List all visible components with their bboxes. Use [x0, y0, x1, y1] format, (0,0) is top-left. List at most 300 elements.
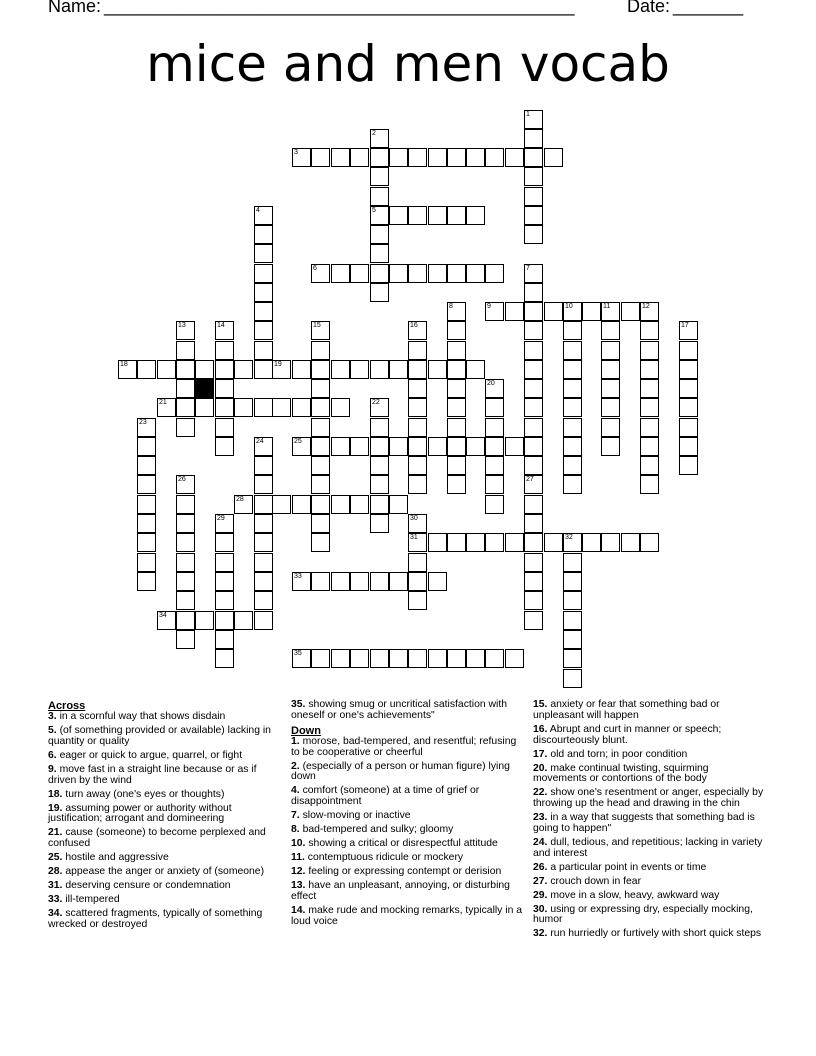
grid-cell[interactable] — [563, 572, 582, 591]
grid-cell[interactable] — [350, 649, 369, 668]
grid-cell[interactable] — [524, 148, 543, 167]
grid-cell[interactable] — [640, 341, 659, 360]
grid-cell[interactable] — [621, 533, 640, 552]
grid-cell[interactable] — [331, 495, 350, 514]
grid-cell[interactable] — [389, 148, 408, 167]
down-clue — [533, 905, 765, 927]
grid-cell[interactable] — [176, 514, 195, 533]
grid-cell[interactable] — [408, 533, 427, 552]
grid-cell[interactable] — [254, 456, 273, 475]
grid-cell[interactable] — [137, 553, 156, 572]
grid-cell[interactable] — [370, 244, 389, 263]
grid-cell[interactable] — [176, 572, 195, 591]
grid-cell[interactable] — [292, 649, 311, 668]
grid-cell[interactable] — [254, 264, 273, 283]
grid-cell[interactable] — [370, 129, 389, 148]
grid-cell[interactable] — [370, 495, 389, 514]
grid-cell[interactable] — [215, 418, 234, 437]
grid-cell[interactable] — [408, 341, 427, 360]
grid-cell[interactable] — [563, 669, 582, 688]
grid-cell[interactable] — [311, 533, 330, 552]
grid-cell[interactable] — [118, 360, 137, 379]
grid-cell[interactable] — [370, 437, 389, 456]
grid-cell[interactable] — [505, 437, 524, 456]
grid-cell[interactable] — [485, 398, 504, 417]
grid-cell[interactable] — [215, 398, 234, 417]
grid-cell[interactable] — [601, 302, 620, 321]
grid-cell[interactable] — [428, 649, 447, 668]
grid-cell[interactable] — [176, 360, 195, 379]
grid-cell[interactable] — [447, 456, 466, 475]
grid-cell[interactable] — [447, 398, 466, 417]
grid-cell[interactable] — [311, 398, 330, 417]
grid-cell[interactable] — [524, 533, 543, 552]
grid-cell[interactable] — [601, 379, 620, 398]
grid-cell[interactable] — [640, 379, 659, 398]
grid-cell[interactable] — [408, 379, 427, 398]
grid-cell[interactable] — [447, 341, 466, 360]
grid-cell[interactable] — [408, 475, 427, 494]
grid-cell[interactable] — [524, 129, 543, 148]
grid-cell[interactable] — [292, 148, 311, 167]
grid-cell[interactable] — [311, 649, 330, 668]
grid-cell[interactable] — [254, 206, 273, 225]
grid-cell[interactable] — [331, 437, 350, 456]
grid-cell[interactable] — [254, 553, 273, 572]
grid-cell[interactable] — [563, 341, 582, 360]
grid-cell[interactable] — [428, 148, 447, 167]
grid-cell[interactable] — [524, 437, 543, 456]
grid-cell[interactable] — [292, 398, 311, 417]
clue-number: 22 — [372, 399, 380, 406]
grid-cell[interactable] — [524, 475, 543, 494]
grid-cell[interactable] — [215, 360, 234, 379]
grid-cell[interactable] — [254, 398, 273, 417]
grid-cell[interactable] — [350, 572, 369, 591]
grid-cell[interactable] — [215, 321, 234, 340]
grid-cell[interactable] — [176, 591, 195, 610]
grid-cell[interactable] — [311, 572, 330, 591]
grid-cell[interactable] — [679, 437, 698, 456]
grid-cell[interactable] — [408, 148, 427, 167]
across-clue — [48, 751, 280, 762]
grid-cell[interactable] — [524, 495, 543, 514]
grid-cell[interactable] — [254, 591, 273, 610]
grid-cell[interactable] — [254, 611, 273, 630]
grid-cell[interactable] — [137, 533, 156, 552]
grid-cell[interactable] — [408, 572, 427, 591]
grid-cell[interactable] — [447, 533, 466, 552]
grid-cell[interactable] — [311, 437, 330, 456]
grid-cell[interactable] — [176, 341, 195, 360]
grid-cell[interactable] — [176, 553, 195, 572]
grid-cell[interactable] — [466, 533, 485, 552]
grid-cell[interactable] — [176, 321, 195, 340]
name-blank[interactable]: _______________________________________________ — [104, 0, 575, 16]
grid-cell[interactable] — [215, 611, 234, 630]
grid-cell[interactable] — [292, 495, 311, 514]
grid-cell[interactable] — [176, 495, 195, 514]
grid-cell[interactable] — [447, 148, 466, 167]
grid-cell[interactable] — [311, 148, 330, 167]
grid-cell[interactable] — [370, 167, 389, 186]
grid-cell[interactable] — [505, 148, 524, 167]
grid-cell[interactable] — [311, 321, 330, 340]
grid-cell[interactable] — [157, 611, 176, 630]
grid-cell[interactable] — [234, 360, 253, 379]
grid-cell[interactable] — [524, 514, 543, 533]
grid-cell[interactable] — [466, 437, 485, 456]
grid-cell[interactable] — [292, 572, 311, 591]
grid-cell[interactable] — [601, 321, 620, 340]
grid-cell[interactable] — [524, 398, 543, 417]
grid-cell[interactable] — [485, 495, 504, 514]
grid-cell[interactable] — [331, 398, 350, 417]
grid-cell[interactable] — [524, 553, 543, 572]
grid-cell[interactable] — [563, 321, 582, 340]
grid-cell[interactable] — [640, 360, 659, 379]
grid-cell[interactable] — [544, 302, 563, 321]
grid-cell[interactable] — [408, 649, 427, 668]
across-clue — [48, 895, 280, 906]
grid-cell[interactable] — [447, 360, 466, 379]
grid-cell[interactable] — [370, 398, 389, 417]
grid-cell[interactable] — [137, 495, 156, 514]
grid-cell[interactable] — [524, 572, 543, 591]
clue-number: 10 — [565, 303, 573, 310]
grid-cell[interactable] — [679, 360, 698, 379]
grid-cell[interactable] — [408, 514, 427, 533]
grid-cell[interactable] — [485, 456, 504, 475]
down-clue — [533, 863, 765, 874]
grid-cell[interactable] — [640, 398, 659, 417]
grid-cell[interactable] — [350, 264, 369, 283]
grid-cell[interactable] — [679, 321, 698, 340]
grid-cell[interactable] — [640, 302, 659, 321]
grid-cell[interactable] — [524, 302, 543, 321]
grid-cell[interactable] — [157, 360, 176, 379]
grid-cell[interactable] — [389, 572, 408, 591]
grid-cell[interactable] — [447, 321, 466, 340]
grid-cell[interactable] — [350, 437, 369, 456]
grid-cell[interactable] — [215, 533, 234, 552]
grid-cell[interactable] — [137, 360, 156, 379]
grid-cell[interactable] — [601, 341, 620, 360]
grid-cell[interactable] — [679, 418, 698, 437]
grid-cell[interactable] — [157, 398, 176, 417]
grid-cell[interactable] — [215, 514, 234, 533]
grid-cell[interactable] — [137, 514, 156, 533]
grid-cell[interactable] — [137, 418, 156, 437]
grid-cell[interactable] — [370, 225, 389, 244]
grid-cell[interactable] — [524, 187, 543, 206]
clue-number: 16 — [410, 322, 418, 329]
grid-cell[interactable] — [311, 264, 330, 283]
grid-cell[interactable] — [485, 533, 504, 552]
grid-cell[interactable] — [176, 611, 195, 630]
clue-number: 1 — [526, 111, 530, 118]
grid-cell[interactable] — [601, 437, 620, 456]
grid-cell[interactable] — [272, 398, 291, 417]
grid-cell[interactable] — [408, 206, 427, 225]
grid-cell[interactable] — [370, 572, 389, 591]
grid-cell[interactable] — [524, 360, 543, 379]
grid-cell[interactable] — [215, 437, 234, 456]
grid-cell[interactable] — [370, 264, 389, 283]
grid-cell[interactable] — [137, 572, 156, 591]
grid-cell[interactable] — [370, 283, 389, 302]
grid-cell[interactable] — [582, 533, 601, 552]
grid-cell[interactable] — [311, 475, 330, 494]
grid-cell[interactable] — [466, 206, 485, 225]
grid-cell[interactable] — [292, 437, 311, 456]
grid-cell[interactable] — [621, 302, 640, 321]
grid-cell[interactable] — [389, 264, 408, 283]
grid-cell[interactable] — [215, 553, 234, 572]
grid-cell[interactable] — [466, 360, 485, 379]
grid-cell[interactable] — [485, 302, 504, 321]
grid-cell[interactable] — [428, 206, 447, 225]
grid-cell[interactable] — [195, 611, 214, 630]
grid-cell[interactable] — [505, 533, 524, 552]
grid-cell[interactable] — [408, 264, 427, 283]
clues-column-2 — [291, 700, 523, 931]
grid-cell[interactable] — [215, 591, 234, 610]
grid-cell[interactable] — [176, 630, 195, 649]
clue-number: 12 — [642, 303, 650, 310]
grid-cell[interactable] — [389, 206, 408, 225]
grid-cell[interactable] — [254, 341, 273, 360]
grid-cell[interactable] — [370, 514, 389, 533]
grid-cell[interactable] — [137, 437, 156, 456]
grid-cell[interactable] — [447, 206, 466, 225]
grid-cell[interactable] — [408, 591, 427, 610]
date-label: Date: — [627, 0, 671, 16]
grid-cell[interactable] — [582, 302, 601, 321]
grid-cell[interactable] — [485, 437, 504, 456]
grid-cell[interactable] — [524, 611, 543, 630]
grid-cell[interactable] — [408, 360, 427, 379]
grid-cell[interactable] — [563, 456, 582, 475]
grid-cell[interactable] — [272, 495, 291, 514]
date-blank[interactable]: _______ — [673, 0, 744, 16]
grid-cell[interactable] — [563, 398, 582, 417]
grid-cell[interactable] — [524, 110, 543, 129]
grid-cell[interactable] — [601, 533, 620, 552]
grid-cell[interactable] — [254, 533, 273, 552]
grid-cell[interactable] — [234, 611, 253, 630]
grid-cell[interactable] — [254, 283, 273, 302]
grid-cell[interactable] — [524, 264, 543, 283]
grid-cell[interactable] — [370, 187, 389, 206]
grid-cell[interactable] — [485, 264, 504, 283]
grid-cell[interactable] — [485, 148, 504, 167]
grid-cell[interactable] — [254, 225, 273, 244]
grid-cell[interactable] — [215, 572, 234, 591]
grid-cell[interactable] — [215, 341, 234, 360]
grid-cell[interactable] — [137, 475, 156, 494]
grid-cell[interactable] — [254, 360, 273, 379]
grid-cell[interactable] — [544, 533, 563, 552]
grid-cell[interactable] — [679, 379, 698, 398]
grid-cell[interactable] — [524, 418, 543, 437]
grid-cell[interactable] — [254, 495, 273, 514]
grid-cell[interactable] — [466, 148, 485, 167]
grid-cell[interactable] — [428, 360, 447, 379]
grid-cell[interactable] — [679, 341, 698, 360]
grid-cell[interactable] — [466, 264, 485, 283]
grid-cell[interactable] — [370, 418, 389, 437]
grid-cell[interactable] — [447, 264, 466, 283]
grid-cell[interactable] — [331, 649, 350, 668]
grid-cell[interactable] — [389, 437, 408, 456]
grid-cell[interactable] — [524, 167, 543, 186]
grid-cell[interactable] — [640, 456, 659, 475]
grid-cell[interactable] — [389, 649, 408, 668]
grid-cell[interactable] — [563, 379, 582, 398]
grid-cell[interactable] — [331, 572, 350, 591]
grid-cell[interactable] — [254, 321, 273, 340]
grid-cell[interactable] — [447, 379, 466, 398]
grid-cell[interactable] — [195, 398, 214, 417]
grid-cell[interactable] — [370, 475, 389, 494]
grid-cell[interactable] — [331, 360, 350, 379]
grid-cell[interactable] — [640, 437, 659, 456]
grid-cell[interactable] — [505, 302, 524, 321]
grid-cell[interactable] — [640, 475, 659, 494]
grid-cell[interactable] — [563, 649, 582, 668]
grid-cell[interactable] — [563, 475, 582, 494]
grid-cell[interactable] — [428, 572, 447, 591]
grid-cell[interactable] — [408, 398, 427, 417]
grid-cell[interactable] — [524, 341, 543, 360]
grid-cell[interactable] — [485, 475, 504, 494]
grid-cell[interactable] — [563, 591, 582, 610]
grid-cell[interactable] — [254, 244, 273, 263]
grid-cell[interactable] — [563, 418, 582, 437]
grid-cell[interactable] — [370, 206, 389, 225]
grid-cell[interactable] — [408, 437, 427, 456]
grid-cell[interactable] — [331, 148, 350, 167]
grid-cell[interactable] — [370, 456, 389, 475]
grid-cell[interactable] — [485, 649, 504, 668]
grid-cell[interactable] — [331, 264, 350, 283]
grid-cell[interactable] — [447, 437, 466, 456]
grid-cell[interactable] — [254, 437, 273, 456]
grid-cell[interactable] — [311, 418, 330, 437]
grid-cell[interactable] — [524, 283, 543, 302]
grid-cell[interactable] — [311, 341, 330, 360]
grid-cell[interactable] — [176, 533, 195, 552]
grid-cell[interactable] — [601, 418, 620, 437]
grid-cell[interactable] — [234, 495, 253, 514]
grid-cell[interactable] — [370, 148, 389, 167]
grid-cell[interactable] — [350, 148, 369, 167]
grid-cell[interactable] — [524, 206, 543, 225]
grid-cell[interactable] — [428, 264, 447, 283]
grid-cell[interactable] — [640, 321, 659, 340]
grid-cell[interactable] — [505, 649, 524, 668]
grid-cell[interactable] — [195, 360, 214, 379]
grid-cell[interactable] — [350, 360, 369, 379]
grid-cell[interactable] — [524, 591, 543, 610]
grid-cell[interactable] — [563, 611, 582, 630]
grid-cell[interactable] — [428, 533, 447, 552]
grid-cell[interactable] — [176, 398, 195, 417]
grid-cell[interactable] — [311, 514, 330, 533]
grid-cell[interactable] — [292, 360, 311, 379]
grid-cell[interactable] — [485, 379, 504, 398]
grid-cell[interactable] — [563, 553, 582, 572]
grid-cell[interactable] — [563, 302, 582, 321]
grid-cell[interactable] — [311, 495, 330, 514]
grid-cell[interactable] — [272, 360, 291, 379]
grid-cell[interactable] — [640, 533, 659, 552]
grid-cell[interactable] — [389, 495, 408, 514]
grid-cell[interactable] — [447, 475, 466, 494]
grid-cell[interactable] — [215, 379, 234, 398]
grid-cell[interactable] — [563, 360, 582, 379]
grid-cell[interactable] — [524, 321, 543, 340]
grid-cell[interactable] — [563, 630, 582, 649]
grid-cell[interactable] — [311, 379, 330, 398]
grid-cell[interactable] — [563, 437, 582, 456]
grid-cell[interactable] — [350, 495, 369, 514]
grid-cell[interactable] — [254, 302, 273, 321]
grid-cell[interactable] — [640, 418, 659, 437]
grid-cell[interactable] — [408, 553, 427, 572]
grid-cell[interactable] — [524, 225, 543, 244]
grid-cell[interactable] — [408, 418, 427, 437]
grid-cell[interactable] — [311, 360, 330, 379]
grid-cell[interactable] — [601, 398, 620, 417]
grid-cell[interactable] — [544, 148, 563, 167]
clue-num: 21. — [48, 827, 63, 839]
grid-cell[interactable] — [447, 302, 466, 321]
grid-cell[interactable] — [254, 514, 273, 533]
grid-cell[interactable] — [563, 533, 582, 552]
grid-cell[interactable] — [311, 456, 330, 475]
grid-cell[interactable] — [428, 437, 447, 456]
clue-num: 14. — [291, 904, 306, 916]
grid-cell[interactable] — [254, 572, 273, 591]
grid-cell[interactable] — [370, 360, 389, 379]
grid-cell[interactable] — [234, 398, 253, 417]
grid-cell[interactable] — [215, 630, 234, 649]
grid-cell[interactable] — [370, 649, 389, 668]
grid-cell[interactable] — [176, 379, 195, 398]
grid-cell[interactable] — [254, 475, 273, 494]
clue-num: 1. — [291, 735, 300, 747]
grid-cell[interactable] — [137, 456, 156, 475]
grid-cell[interactable] — [524, 379, 543, 398]
grid-cell[interactable] — [679, 456, 698, 475]
clue-num: 9. — [48, 763, 57, 775]
grid-cell[interactable] — [176, 475, 195, 494]
grid-cell[interactable] — [389, 360, 408, 379]
grid-cell[interactable] — [485, 418, 504, 437]
grid-cell[interactable] — [601, 360, 620, 379]
grid-cell[interactable] — [408, 456, 427, 475]
grid-cell[interactable] — [524, 456, 543, 475]
grid-cell[interactable] — [447, 649, 466, 668]
grid-cell[interactable] — [408, 321, 427, 340]
grid-cell[interactable] — [679, 398, 698, 417]
grid-cell[interactable] — [176, 418, 195, 437]
grid-cell[interactable] — [447, 418, 466, 437]
grid-cell[interactable] — [466, 649, 485, 668]
grid-cell[interactable] — [215, 649, 234, 668]
